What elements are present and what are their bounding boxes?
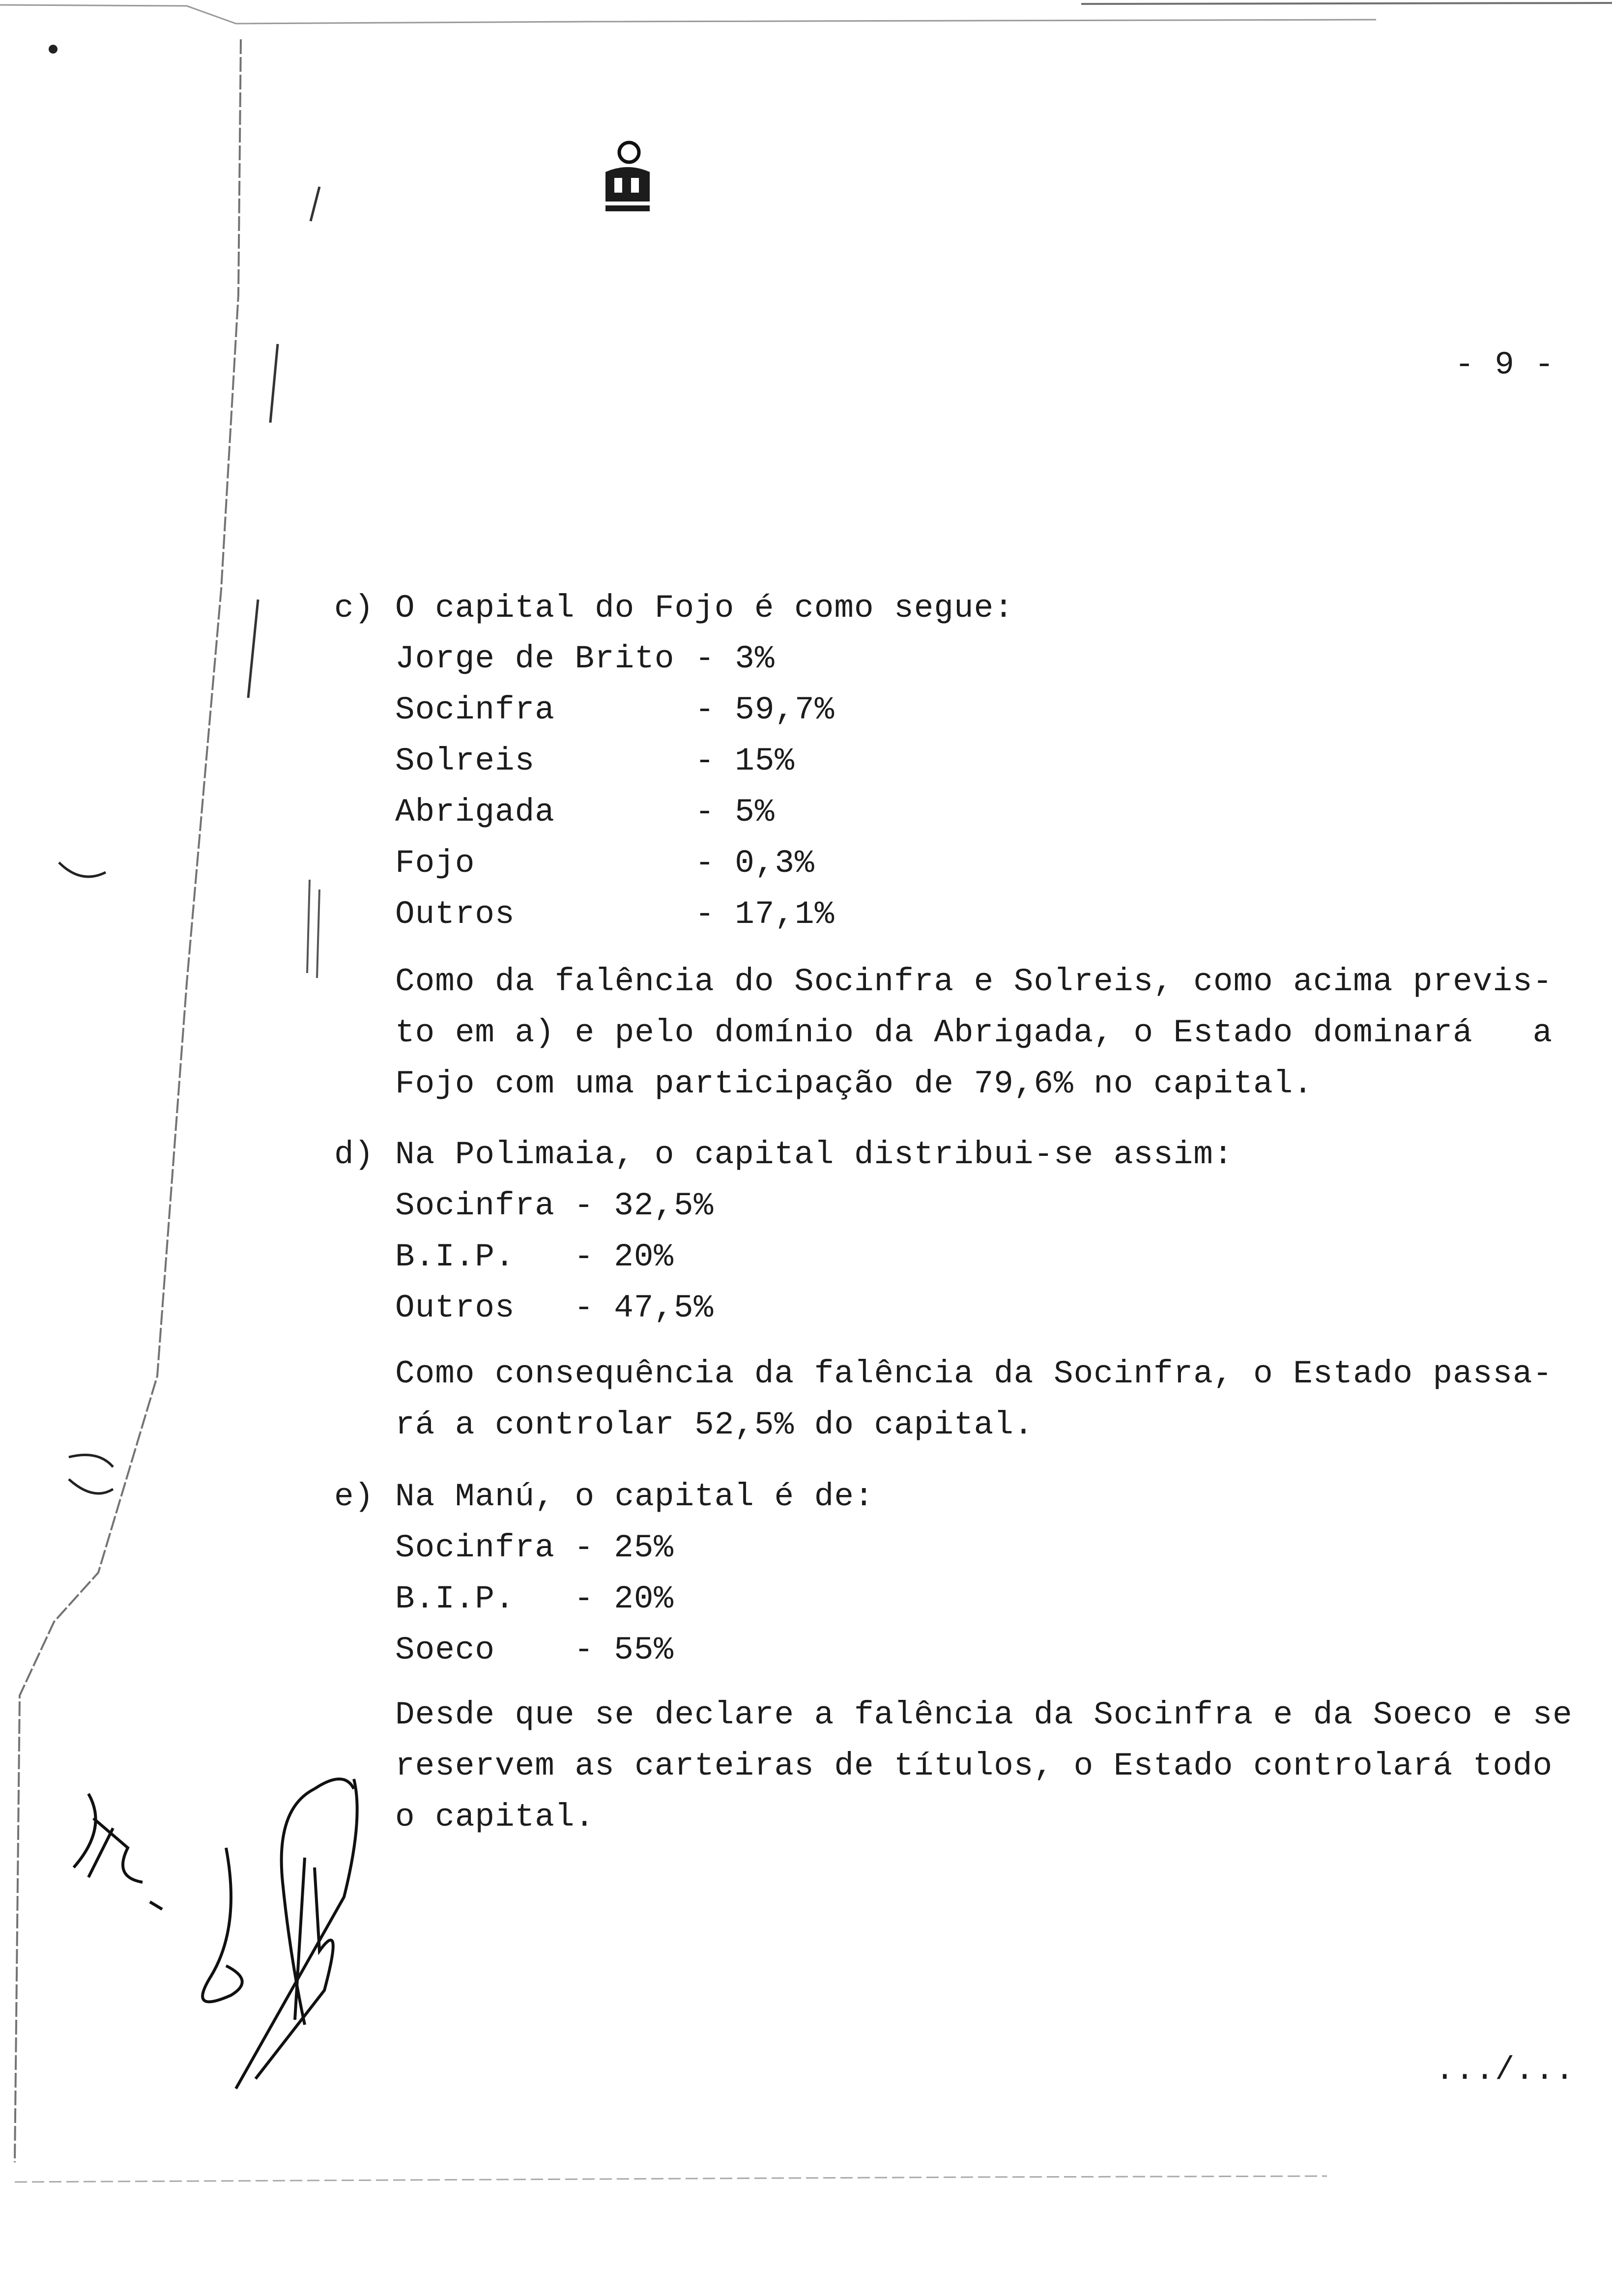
entry-name: Fojo	[395, 845, 475, 882]
entry-value: - 20%	[574, 1238, 674, 1275]
page-number: - 9 -	[1455, 346, 1555, 383]
entry-name: B.I.P.	[395, 1238, 515, 1275]
entry-name: Jorge de Brito	[395, 640, 675, 677]
section-marker: c)	[334, 590, 374, 627]
entry-value: - 25%	[574, 1529, 674, 1566]
handwritten-signatures	[74, 1779, 357, 2089]
entry-value: - 32,5%	[574, 1187, 714, 1224]
section-intro: O capital do Fojo é como segue:	[395, 590, 1014, 627]
paragraph-line: Desde que se declare a falência da Socinfra e da Soeco e se	[395, 1696, 1573, 1733]
paragraph-line: to em a) e pelo domínio da Abrigada, o Estado dominará a	[395, 1014, 1553, 1051]
entry-value: - 55%	[574, 1632, 674, 1668]
entry-value: - 15%	[695, 743, 795, 779]
entry-name: Socinfra	[395, 1187, 555, 1224]
entry-name: Soeco	[395, 1632, 495, 1668]
section-intro: Na Polimaia, o capital distribui-se assim:	[395, 1136, 1234, 1173]
entry-name: Outros	[395, 896, 515, 933]
entry-value: - 3%	[695, 640, 775, 677]
continuation-mark: .../...	[1435, 2052, 1575, 2089]
entry-name: Solreis	[395, 743, 535, 779]
entry-name: Abrigada	[395, 794, 555, 831]
paragraph-line: Como consequência da falência da Socinfra, o Estado passa-	[395, 1355, 1553, 1392]
paragraph-line: rá a controlar 52,5% do capital.	[395, 1406, 1034, 1443]
entry-name: Socinfra	[395, 1529, 555, 1566]
entry-value: - 47,5%	[574, 1290, 714, 1326]
entry-value: - 20%	[574, 1580, 674, 1617]
paragraph-line: reservem as carteiras de títulos, o Estado controlará todo	[395, 1748, 1553, 1784]
entry-name: Socinfra	[395, 691, 555, 728]
entry-value: - 0,3%	[695, 845, 815, 882]
section-marker: e)	[334, 1478, 374, 1515]
paragraph-line: Fojo com uma participação de 79,6% no capital.	[395, 1065, 1313, 1102]
entry-value: - 59,7%	[695, 691, 835, 728]
section-marker: d)	[334, 1136, 374, 1173]
entry-value: - 17,1%	[695, 896, 835, 933]
paragraph-line: o capital.	[395, 1799, 595, 1836]
entry-value: - 5%	[695, 794, 775, 831]
entry-name: B.I.P.	[395, 1580, 515, 1617]
entry-name: Outros	[395, 1290, 515, 1326]
section-intro: Na Manú, o capital é de:	[395, 1478, 874, 1515]
crest-stamp-icon	[601, 138, 655, 216]
paragraph-line: Como da falência do Socinfra e Solreis, como acima previs-	[395, 963, 1553, 1000]
